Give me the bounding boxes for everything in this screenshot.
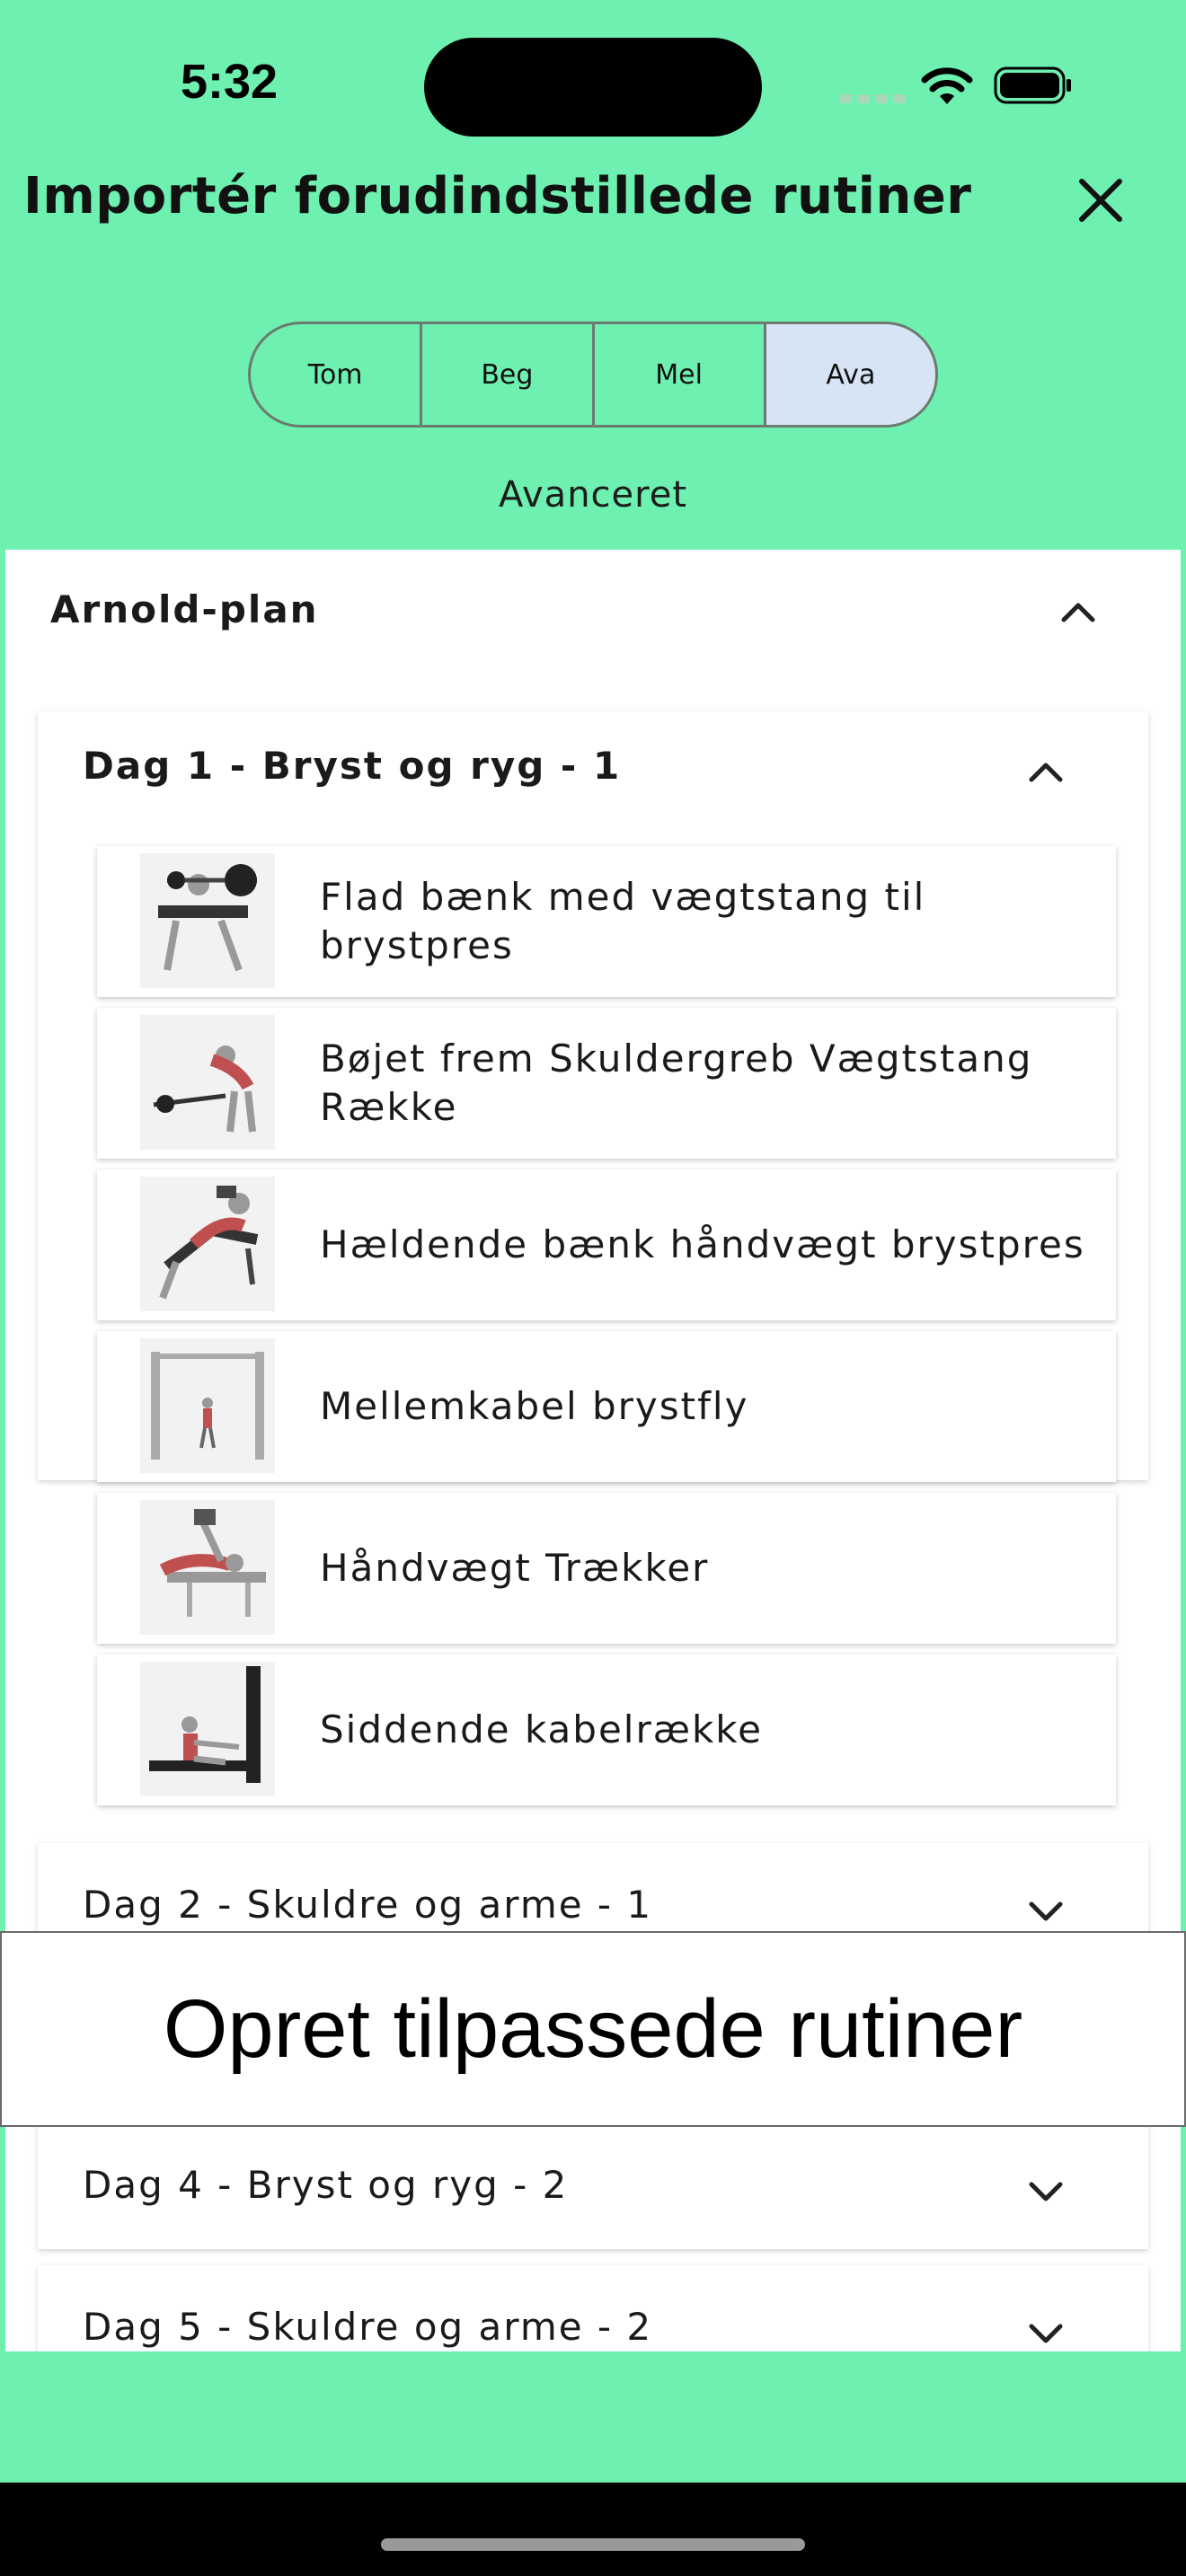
close-icon[interactable] xyxy=(1071,171,1130,230)
exercise-name: Bøjet frem Skuldergreb Vægtstang Række xyxy=(320,1037,1033,1129)
exercise-item[interactable] xyxy=(97,1493,1116,1644)
segment-mel[interactable]: Mel xyxy=(595,324,766,425)
level-segmented-control xyxy=(248,322,938,428)
day-card xyxy=(38,711,1148,1751)
battery-icon xyxy=(994,66,1073,104)
segment-ava[interactable]: Ava xyxy=(766,324,935,425)
create-custom-routines-button[interactable]: Opret tilpassede rutiner xyxy=(0,1931,1186,2127)
exercise-item[interactable] xyxy=(97,1654,1116,1805)
home-indicator[interactable] xyxy=(381,2538,805,2551)
chevron-up-icon[interactable] xyxy=(1026,758,1066,785)
cellular-signal-icon xyxy=(839,90,911,107)
dynamic-island xyxy=(424,38,762,137)
day-title[interactable]: Dag 1 - Bryst og ryg - 1 xyxy=(83,744,622,788)
chevron-down-icon[interactable] xyxy=(1026,2321,1066,2348)
exercise-name: Siddende kabelrække xyxy=(320,1707,763,1751)
exercise-name: Mellemkabel brystfly xyxy=(320,1384,749,1428)
exercise-thumbnail xyxy=(140,1500,275,1635)
segment-tom[interactable]: Tom xyxy=(251,324,422,425)
day-title[interactable]: Dag 4 - Bryst og ryg - 2 xyxy=(83,2163,569,2207)
exercise-thumbnail xyxy=(140,1662,275,1796)
day-title[interactable]: Dag 5 - Skuldre og arme - 2 xyxy=(83,2305,653,2349)
status-time: 5:32 xyxy=(180,55,279,109)
plan-title[interactable]: Arnold-plan xyxy=(50,587,319,631)
chevron-up-icon[interactable] xyxy=(1058,598,1098,625)
chevron-down-icon[interactable] xyxy=(1026,1899,1066,1926)
exercise-thumbnail xyxy=(140,1015,275,1150)
exercise-item[interactable] xyxy=(97,846,1116,997)
exercise-name: Håndvægt Trækker xyxy=(320,1546,710,1590)
day-card[interactable] xyxy=(38,2123,1148,2249)
exercise-name: Hældende bænk håndvægt brystpres xyxy=(320,1222,1085,1266)
chevron-down-icon[interactable] xyxy=(1026,2179,1066,2206)
segment-beg[interactable]: Beg xyxy=(422,324,594,425)
status-bar xyxy=(0,0,1186,153)
exercise-item[interactable] xyxy=(97,1008,1116,1159)
exercise-item[interactable] xyxy=(97,1169,1116,1320)
exercise-item[interactable] xyxy=(97,1331,1116,1482)
day-card[interactable] xyxy=(38,2265,1148,2351)
level-label: Avanceret xyxy=(498,474,687,516)
exercise-name: Flad bænk med vægtstang til brystpres xyxy=(320,875,926,967)
wifi-icon xyxy=(920,63,974,108)
exercise-thumbnail xyxy=(140,853,275,988)
exercise-thumbnail xyxy=(140,1338,275,1473)
home-bar-area xyxy=(0,2483,1186,2576)
day-title[interactable]: Dag 2 - Skuldre og arme - 1 xyxy=(83,1883,653,1927)
page-title: Importér forudindstillede rutiner xyxy=(23,167,972,225)
exercise-thumbnail xyxy=(140,1177,275,1311)
